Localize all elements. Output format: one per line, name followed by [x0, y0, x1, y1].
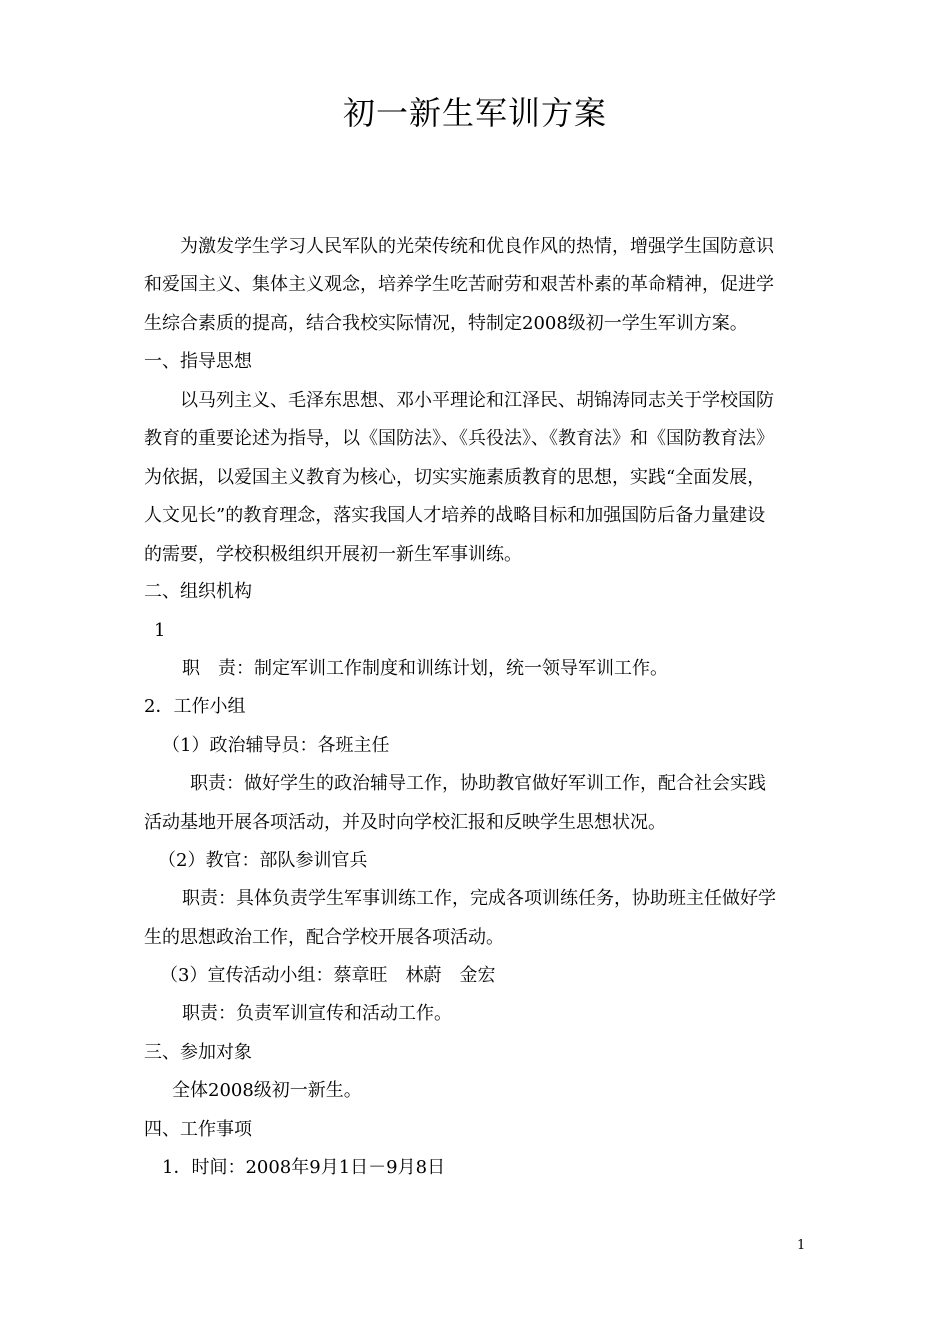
document-title: 初一新生军训方案	[342, 94, 607, 132]
subsection-heading: 2．工作小组	[144, 696, 246, 717]
subsection-heading: （2）教官：部队参训官兵	[158, 850, 368, 871]
body-line: 为依据，以爱国主义教育为核心，切实实施素质教育的思想，实践“全面发展，	[144, 467, 766, 488]
body-line: 生的思想政治工作，配合学校开展各项活动。	[144, 927, 504, 948]
body-line: 人文见长”的教育理念，落实我国人才培养的战略目标和加强国防后备力量建设	[144, 505, 766, 526]
section-heading: 四、工作事项	[144, 1119, 252, 1140]
body-line: 活动基地开展各项活动，并及时向学校汇报和反映学生思想状况。	[144, 812, 666, 833]
body-line: 职责：负责军训宣传和活动工作。	[182, 1003, 452, 1024]
body-line: 职责：具体负责学生军事训练工作，完成各项训练任务，协助班主任做好学	[182, 888, 776, 909]
body-line: 为激发学生学习人民军队的光荣传统和优良作风的热情，增强学生国防意识	[180, 236, 774, 257]
section-heading: 二、组织机构	[144, 581, 252, 602]
page-number: 1	[797, 1238, 806, 1253]
body-line: 和爱国主义、集体主义观念，培养学生吃苦耐劳和艰苦朴素的革命精神，促进学	[144, 274, 774, 295]
body-line: 教育的重要论述为指导，以《国防法》、《兵役法》、《教育法》和《国防教育法》	[144, 428, 774, 449]
body-line: 生综合素质的提高，结合我校实际情况，特制定2008级初一学生军训方案。	[144, 313, 748, 334]
body-line: 职责：做好学生的政治辅导工作，协助教官做好军训工作，配合社会实践	[190, 773, 766, 794]
section-heading: 一、指导思想	[144, 351, 252, 372]
subsection-heading: （1）政治辅导员：各班主任	[162, 735, 390, 756]
section-heading: 三、参加对象	[144, 1042, 252, 1063]
subsection-heading: （3）宣传活动小组：蔡章旺 林蔚 金宏	[160, 965, 496, 986]
body-line: 的需要，学校积极组织开展初一新生军事训练。	[144, 544, 522, 565]
list-number: 1	[154, 620, 166, 641]
body-line: 以马列主义、毛泽东思想、邓小平理论和江泽民、胡锦涛同志关于学校国防	[180, 390, 774, 411]
body-line: 职 责：制定军训工作制度和训练计划，统一领导军训工作。	[182, 658, 668, 679]
body-line: 1．时间：2008年9月1日－9月8日	[162, 1157, 446, 1178]
body-line: 全体2008级初一新生。	[172, 1080, 362, 1101]
